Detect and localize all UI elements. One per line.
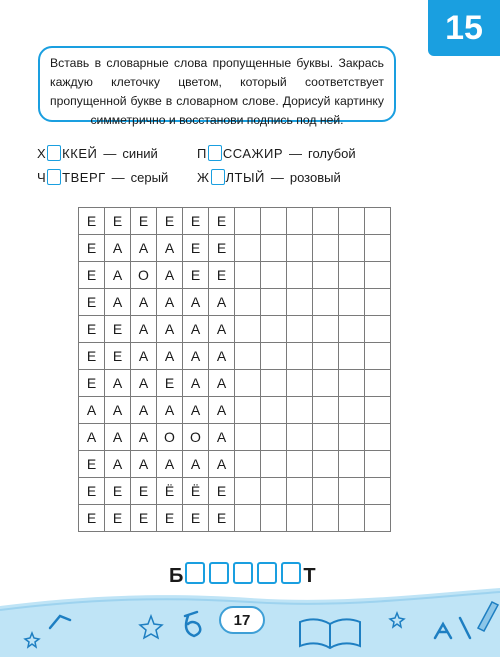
grid-cell[interactable] <box>261 397 287 424</box>
task-number: 15 <box>445 8 483 47</box>
missing-letter-box[interactable] <box>47 169 61 185</box>
word-2 <box>197 145 356 161</box>
answer-blank-box[interactable] <box>185 562 205 584</box>
grid-cell[interactable] <box>339 370 365 397</box>
grid-cell[interactable] <box>235 208 261 235</box>
grid-cell[interactable]: Е <box>79 343 105 370</box>
grid-cell[interactable]: Е <box>183 208 209 235</box>
grid-cell[interactable]: А <box>157 235 183 262</box>
word-4-start: Ж <box>197 169 210 185</box>
grid-cell[interactable] <box>287 208 313 235</box>
grid-cell[interactable]: А <box>157 397 183 424</box>
grid-cell[interactable]: А <box>157 316 183 343</box>
grid-cell[interactable] <box>261 262 287 289</box>
word-2-color: голубой <box>308 145 356 161</box>
grid-cell[interactable] <box>235 235 261 262</box>
answer-last-letter: Т <box>303 564 316 587</box>
grid-cell[interactable]: А <box>105 370 131 397</box>
grid-cell[interactable] <box>287 370 313 397</box>
grid-cell[interactable]: А <box>131 424 157 451</box>
grid-cell[interactable]: Е <box>157 505 183 532</box>
grid-cell[interactable]: А <box>183 289 209 316</box>
grid-row <box>79 316 391 343</box>
grid-cell[interactable]: Е <box>105 208 131 235</box>
grid-cell[interactable] <box>287 343 313 370</box>
grid-cell[interactable] <box>261 343 287 370</box>
grid-cell[interactable]: Е <box>105 343 131 370</box>
grid-row <box>79 208 391 235</box>
grid-cell[interactable]: Е <box>209 235 235 262</box>
grid-cell[interactable] <box>339 208 365 235</box>
grid-cell[interactable]: Е <box>157 208 183 235</box>
grid-cell[interactable]: Е <box>157 370 183 397</box>
word-3-start: Ч <box>37 169 47 185</box>
grid-cell[interactable] <box>235 424 261 451</box>
grid-cell[interactable] <box>365 424 391 451</box>
grid-cell[interactable]: А <box>131 343 157 370</box>
page-number <box>219 606 265 634</box>
grid-cell[interactable] <box>287 478 313 505</box>
grid-cell[interactable]: Е <box>79 235 105 262</box>
grid-cell[interactable]: А <box>183 316 209 343</box>
grid-cell[interactable]: Е <box>183 262 209 289</box>
grid-cell[interactable] <box>261 478 287 505</box>
grid-row <box>79 343 391 370</box>
grid-row <box>79 505 391 532</box>
grid-cell[interactable] <box>339 397 365 424</box>
grid-cell[interactable]: А <box>209 370 235 397</box>
grid-cell[interactable] <box>365 478 391 505</box>
grid-cell[interactable] <box>235 316 261 343</box>
grid-cell[interactable]: А <box>157 343 183 370</box>
grid-row <box>79 262 391 289</box>
grid-cell[interactable] <box>261 289 287 316</box>
grid-cell[interactable]: А <box>209 451 235 478</box>
grid-cell[interactable] <box>235 451 261 478</box>
grid-cell[interactable] <box>261 235 287 262</box>
grid-cell[interactable] <box>339 289 365 316</box>
answer-blank-box[interactable] <box>209 562 229 584</box>
word-1-color: синий <box>122 145 158 161</box>
grid-cell[interactable]: Е <box>209 208 235 235</box>
grid-cell[interactable] <box>365 505 391 532</box>
grid-cell[interactable]: А <box>183 451 209 478</box>
word-1-start: Х <box>37 145 47 161</box>
grid-cell[interactable] <box>261 424 287 451</box>
grid-cell[interactable]: А <box>209 289 235 316</box>
grid-cell[interactable]: А <box>105 424 131 451</box>
grid-cell[interactable]: Е <box>79 289 105 316</box>
grid-cell[interactable] <box>365 235 391 262</box>
word-3-end: ТВЕРГ <box>62 169 106 185</box>
word-1-dash: — <box>103 145 117 161</box>
grid-cell[interactable]: А <box>157 262 183 289</box>
grid-cell[interactable] <box>235 478 261 505</box>
answer-blank-box[interactable] <box>233 562 253 584</box>
grid-cell[interactable]: Е <box>79 208 105 235</box>
answer-caption <box>169 562 316 590</box>
grid-cell[interactable] <box>235 370 261 397</box>
grid-cell[interactable] <box>339 424 365 451</box>
word-1 <box>37 145 158 161</box>
word-2-start: П <box>197 145 207 161</box>
grid-row <box>79 289 391 316</box>
grid-cell[interactable] <box>287 505 313 532</box>
grid-cell[interactable]: А <box>209 316 235 343</box>
grid-cell[interactable]: А <box>183 370 209 397</box>
grid-cell[interactable]: А <box>105 451 131 478</box>
grid-cell[interactable] <box>235 397 261 424</box>
grid-cell[interactable]: Е <box>79 316 105 343</box>
grid-cell[interactable] <box>313 262 339 289</box>
answer-blank-box[interactable] <box>257 562 277 584</box>
grid-cell[interactable] <box>339 505 365 532</box>
grid-cell[interactable] <box>365 316 391 343</box>
grid-cell[interactable] <box>365 343 391 370</box>
grid-cell[interactable] <box>339 262 365 289</box>
grid-cell[interactable]: А <box>105 262 131 289</box>
grid-cell[interactable]: А <box>105 397 131 424</box>
instruction-text: Вставь в словарные слова пропущенные буквы. Закрась каждую клеточку цветом, который соответствует пропущенной букве в словарном слове. Дорисуй картинку симметрично и восстанови подпись под ней. <box>50 56 384 127</box>
grid-cell[interactable] <box>313 505 339 532</box>
word-3-color: серый <box>130 169 169 185</box>
grid-row <box>79 370 391 397</box>
missing-letter-box[interactable] <box>208 145 222 161</box>
grid-cell[interactable]: А <box>131 289 157 316</box>
grid-cell[interactable] <box>313 289 339 316</box>
grid-cell[interactable]: А <box>79 397 105 424</box>
word-4 <box>197 169 341 185</box>
grid-cell[interactable]: А <box>209 424 235 451</box>
grid-cell[interactable] <box>235 505 261 532</box>
grid-cell[interactable] <box>287 316 313 343</box>
grid-cell[interactable] <box>313 370 339 397</box>
grid-cell[interactable] <box>287 397 313 424</box>
task-number-tab <box>428 0 500 56</box>
grid-cell[interactable] <box>313 316 339 343</box>
grid-cell[interactable] <box>313 343 339 370</box>
missing-letter-box[interactable] <box>211 169 225 185</box>
grid-cell[interactable]: Е <box>79 478 105 505</box>
grid-cell[interactable] <box>235 289 261 316</box>
grid-cell[interactable] <box>339 451 365 478</box>
grid-cell[interactable]: Е <box>209 478 235 505</box>
grid-row <box>79 478 391 505</box>
grid-cell[interactable]: А <box>131 316 157 343</box>
grid-cell[interactable] <box>365 370 391 397</box>
grid-cell[interactable] <box>235 343 261 370</box>
grid-cell[interactable] <box>287 424 313 451</box>
grid-cell[interactable] <box>339 478 365 505</box>
grid-cell[interactable]: А <box>131 370 157 397</box>
grid-row <box>79 451 391 478</box>
grid-cell[interactable] <box>365 451 391 478</box>
grid-cell[interactable] <box>313 451 339 478</box>
grid-cell[interactable]: Е <box>209 505 235 532</box>
grid-cell[interactable]: А <box>131 451 157 478</box>
grid-cell[interactable] <box>313 208 339 235</box>
grid-cell[interactable] <box>365 208 391 235</box>
grid-cell[interactable]: Е <box>79 451 105 478</box>
grid-cell[interactable] <box>235 262 261 289</box>
grid-cell[interactable]: А <box>183 343 209 370</box>
word-3 <box>37 169 168 185</box>
grid-cell[interactable]: Е <box>183 235 209 262</box>
coloring-grid <box>78 207 391 532</box>
word-2-dash: — <box>289 145 303 161</box>
grid-cell[interactable]: Е <box>131 505 157 532</box>
grid-cell[interactable]: Е <box>131 208 157 235</box>
grid-cell[interactable]: А <box>105 289 131 316</box>
grid-cell[interactable] <box>339 235 365 262</box>
grid-cell[interactable] <box>261 370 287 397</box>
grid-cell[interactable] <box>261 451 287 478</box>
page-number-text: 17 <box>233 611 251 629</box>
grid-cell[interactable] <box>261 505 287 532</box>
grid-cell[interactable]: А <box>183 397 209 424</box>
grid-cell[interactable]: А <box>131 397 157 424</box>
grid-cell[interactable] <box>313 397 339 424</box>
grid-cell[interactable] <box>313 478 339 505</box>
grid-cell[interactable] <box>339 316 365 343</box>
grid-cell[interactable]: Е <box>209 262 235 289</box>
grid-cell[interactable]: А <box>209 397 235 424</box>
grid-cell[interactable] <box>313 235 339 262</box>
answer-blanks <box>183 562 303 590</box>
grid-cell[interactable]: А <box>131 235 157 262</box>
answer-blank-box[interactable] <box>281 562 301 584</box>
word-2-end: ССАЖИР <box>222 145 284 161</box>
grid-cell[interactable]: Е <box>131 478 157 505</box>
grid-cell[interactable]: Е <box>105 316 131 343</box>
grid-cell[interactable] <box>261 208 287 235</box>
grid-cell[interactable] <box>339 343 365 370</box>
grid-cell[interactable]: Е <box>183 505 209 532</box>
grid-cell[interactable]: А <box>157 289 183 316</box>
grid-cell[interactable]: А <box>105 235 131 262</box>
missing-letter-box[interactable] <box>47 145 61 161</box>
grid-cell[interactable]: О <box>131 262 157 289</box>
grid-cell[interactable]: Ё <box>157 478 183 505</box>
grid-cell[interactable] <box>287 262 313 289</box>
word-4-color: розовый <box>289 169 341 185</box>
word-1-end: ККЕЙ <box>62 145 98 161</box>
grid-cell[interactable] <box>365 397 391 424</box>
grid-cell[interactable]: А <box>79 424 105 451</box>
grid-cell[interactable] <box>365 289 391 316</box>
word-4-dash: — <box>270 169 284 185</box>
grid-cell[interactable]: Е <box>79 262 105 289</box>
grid-cell[interactable] <box>365 262 391 289</box>
grid-cell[interactable]: Е <box>79 505 105 532</box>
grid-cell[interactable]: О <box>183 424 209 451</box>
word-4-end: ЛТЫЙ <box>225 169 265 185</box>
grid-cell[interactable]: Ё <box>183 478 209 505</box>
instruction-box <box>38 46 396 127</box>
answer-first-letter: Б <box>169 564 184 587</box>
grid-cell[interactable]: А <box>157 451 183 478</box>
grid-cell[interactable] <box>287 235 313 262</box>
grid-row <box>79 397 391 424</box>
grid-row <box>79 235 391 262</box>
grid-cell[interactable] <box>287 289 313 316</box>
grid-row <box>79 424 391 451</box>
grid-cell[interactable]: О <box>157 424 183 451</box>
grid-cell[interactable]: Е <box>105 478 131 505</box>
grid-cell[interactable]: А <box>209 343 235 370</box>
word-3-dash: — <box>111 169 125 185</box>
grid-cell[interactable] <box>261 316 287 343</box>
grid-cell[interactable] <box>313 424 339 451</box>
grid-cell[interactable] <box>287 451 313 478</box>
grid-cell[interactable]: Е <box>105 505 131 532</box>
grid-cell[interactable]: Е <box>79 370 105 397</box>
